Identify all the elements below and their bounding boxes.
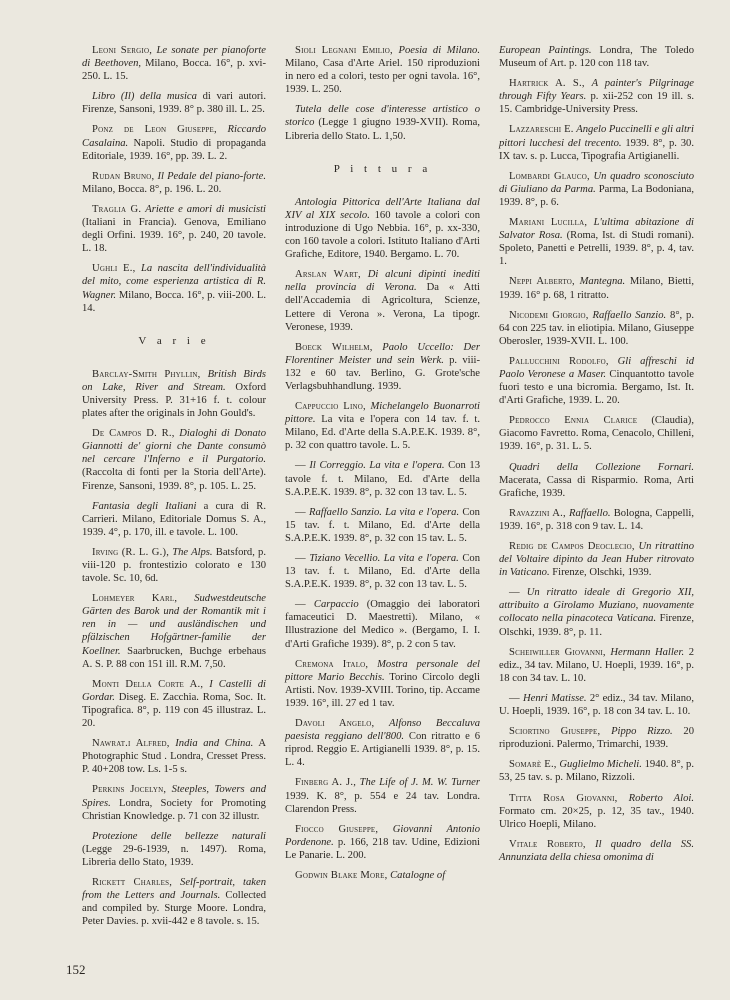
entry-title: Hermann Haller.: [610, 646, 685, 658]
column-left: [82, 44, 266, 935]
entry-details: (Italiani in Francia). Genova, Emiliano degli Orfini. 1939. 16°, p. 240, 20 tavole. L. 18.: [82, 217, 266, 255]
entry-author: —: [509, 587, 520, 599]
entry-title: Giovanni Antonio Pordenone.: [285, 823, 481, 848]
bibliography-entry: [499, 540, 694, 579]
entry-details: p. 166, 218 tav. Udine, Edizioni Le Panarie. L. 200.: [285, 836, 480, 861]
entry-title: Riccardo Casalaina.: [82, 124, 266, 149]
bibliography-entry: [285, 268, 480, 333]
entry-author: Finberg A. J.,: [295, 777, 357, 789]
entry-title: L'ultima abitazione di Salvator Rosa.: [499, 217, 694, 242]
entry-title: India and China.: [175, 738, 254, 750]
entry-author: Perkins Jocelyn,: [92, 784, 167, 796]
bibliography-entry: [285, 459, 480, 498]
entry-author: Traglia G.: [92, 203, 142, 215]
bibliography-entry: [499, 216, 694, 268]
entry-title: Angelo Puccinelli e gli altri pittori lucchesi del trecento.: [499, 124, 694, 149]
entry-title: Fantasia degli Italiani: [92, 500, 197, 512]
entry-author: Neppi Alberto,: [509, 276, 575, 288]
entry-details: Torino Circolo degli Artisti. Nov. 1939-XVIII. Torino, tip. Accame 1939. 16°, ill. 27 ed 1 tav.: [285, 671, 480, 709]
entry-title: European Paintings.: [499, 45, 592, 56]
entry-title: Il Correggio. La vita e l'opera.: [309, 460, 445, 472]
entry-author: —: [295, 460, 306, 472]
entry-author: Pedrocco Ennia Clarice: [509, 415, 638, 427]
bibliography-entry: [82, 44, 266, 83]
entry-details: (Legge 29-6-1939, n. 1497). Roma, Libreria dello Stato, 1939.: [82, 843, 266, 868]
entry-title: Paolo Uccello: Der Florentiner Meister und sein Werk.: [285, 341, 480, 366]
entry-author: Davoli Angelo,: [295, 718, 375, 730]
entry-title: Le sonate per pianoforte di Beethoven,: [82, 45, 266, 70]
entry-author: Lombardi Glauco,: [509, 170, 590, 182]
entry-author: Somarè E.,: [509, 759, 557, 771]
bibliography-entry: [499, 725, 694, 751]
entry-details: Formato cm. 20×25, p. 12, 35 tav., 1940. Ulrico Hoepli, Milano.: [499, 805, 694, 830]
entry-author: Barclay-Smith Phyllin,: [92, 368, 201, 380]
entry-author: Cremona Italo,: [295, 658, 369, 670]
entry-details: Da « Atti dell'Accademia di Agricoltura, Scienze, Lettere di Verona ». Verona, La tipogr. Veronese, 1939.: [285, 282, 481, 333]
entry-details: di vari autori. Firenze, Sansoni, 1939. 8° p. 380 ill. L. 25.: [82, 91, 266, 116]
entry-details: 2° ediz., 34 tav. Milano, U. Hoepli, 1939. 16°, p. 18 con 34 tav. L. 10.: [499, 692, 694, 718]
entry-details: 160 tavole a colori con introduzione di Ugo Nebbia. 16°, p. xx-330, con 160 tavole a colori. Istituto Italiano d'Arti Grafiche, Editore, 1940. Bergamo. L. 70.: [285, 209, 480, 261]
entry-title: Quadri della Collezione Fornari.: [509, 461, 694, 473]
entry-title: Un quadro sconosciuto di Giuliano da Parma.: [499, 170, 694, 195]
bibliography-entry: [82, 830, 266, 869]
bibliography-entry: [285, 598, 480, 650]
bibliography-entry: [499, 309, 694, 348]
entry-author: Lazzareschi E.: [509, 124, 574, 136]
entry-details: 1939. 8°, p. 30. IX tav. s. p. Lucca, Tipografia Artigianelli.: [499, 137, 694, 162]
entry-title: Dialoghi di Donato Giannotti de' giorni che Dante consumò nel cercare l'Inferno e il Purgatorio.: [82, 428, 266, 466]
entry-title: Raffaello Sanzio. La vita e l'opera.: [309, 506, 460, 518]
entry-details: (Claudia), Giacomo Favretto. Roma, Cenacolo, Chilleni, 1939. 16°, p. 31. L. 5.: [499, 415, 694, 453]
entry-author: De Campos D. R.,: [92, 428, 175, 440]
bibliography-entry: [285, 552, 480, 591]
entry-title: Carpaccio: [313, 599, 359, 611]
entry-author: Nawrat.i Alfred,: [92, 738, 170, 750]
entry-details: 2 ediz., 34 tav. Milano, U. Hoepli, 1939. 16°, p. 18 con 34 tav. L. 10.: [499, 646, 694, 684]
entry-details: Con 13 tav. f. t. Milano, Ed. d'Arte della S.A.P.E.K. 1939. 8°, p. 32 con 13 tav. L. 5.: [285, 553, 480, 591]
entry-author: Rickett Charles,: [92, 876, 173, 888]
entry-title: I Castelli di Gordar.: [82, 678, 266, 703]
entry-details: Diseg. E. Zacchia. Roma, Soc. It. Tipografica. 8°, p. 119 con 45 illustraz. L. 20.: [82, 691, 266, 730]
entry-author: Nicodemi Giorgio,: [509, 309, 589, 321]
entry-author: Hartrick A. S.,: [509, 78, 585, 90]
entry-title: Sudwestdeutsche Gärten des Barok und der Romantik mit i ren in — und ausländischen und pfälzischen Hofgärtner-familie der Koellner.: [82, 593, 266, 657]
entry-details: p. viii-132 e 60 tav. Berlino, G. Grote'sche Verlagsbuhhandlung. 1939.: [285, 354, 480, 392]
entry-title: A painter's Pilgrinage through Fifty Years.: [499, 78, 695, 103]
bibliography-entry: [285, 400, 480, 452]
entry-details: Batsford, p. viii-120 p. frontestizio colorato e 130 tavole. Sc. 10, 6d.: [82, 546, 266, 585]
bibliography-entry: [82, 783, 266, 822]
entry-title: Guglielmo Micheli.: [559, 759, 642, 771]
entry-title: Roberto Aloi.: [628, 792, 694, 804]
entry-details: 1939. K. 8°, p. 554 e 24 tav. Londra. Clarendon Press.: [285, 790, 480, 815]
entry-title: Mostra personale del pittore Mario Becchis.: [285, 658, 480, 683]
entry-author: Fiocco Giuseppe,: [295, 823, 379, 835]
entry-author: —: [295, 553, 306, 564]
entry-title: Di alcuni dipinti inediti nella provincia di Verona.: [285, 269, 480, 294]
entry-details: Milano, Bocca. 16°, p. xvi-250. L. 15.: [82, 58, 267, 83]
bibliography-entry: [499, 77, 694, 116]
entry-author: Irving (R. L. G.),: [92, 546, 170, 558]
entry-details: La vita e l'opera con 14 tav. f. t. Milano, Ed. d'Arte della S.A.P.E.K. 1939. 8°, p. 32 con quattro tavole. L. 5.: [285, 414, 480, 452]
bibliography-entry: [499, 692, 694, 718]
entry-details: Milano, Bocca. 16°, p. viii-200. L. 14.: [82, 289, 266, 314]
entry-title: Gli affreschi id Paolo Veronese a Maser.: [499, 355, 694, 380]
entry-title: Steeples, Towers and Spires.: [82, 784, 266, 809]
bibliography-entry: [285, 196, 480, 261]
bibliography-entry: [499, 792, 694, 831]
bibliography-entry: [82, 170, 266, 196]
entry-title: Il Pedale del piano-forte.: [157, 170, 266, 182]
entry-title: Pippo Rizzo.: [611, 726, 673, 738]
entry-author: Titta Rosa Giovanni,: [509, 792, 618, 804]
entry-title: The Life of J. M. W. Turner: [359, 777, 480, 789]
entry-author: Arslan Wart,: [295, 269, 361, 281]
entry-title: Poesia di Milano.: [398, 45, 480, 56]
entry-title: Un ritrattino del Voltaire dipinto da Jean Huber ritrovato in Vaticano.: [499, 541, 694, 579]
entry-author: —: [295, 506, 306, 518]
entry-title: Henri Matisse.: [523, 692, 587, 704]
entry-author: Sciortino Giuseppe,: [509, 726, 601, 738]
bibliography-entry: [82, 90, 266, 116]
entry-details: Saarbrucken, Buchge erbehaus A. S. P. 88 con 151 ill. R.M. 7,50.: [82, 645, 266, 670]
entry-author: Cappuccio Lino,: [295, 401, 366, 413]
entry-details: Milano, Bocca. 8°, p. 196. L. 20.: [82, 183, 222, 195]
entry-details: Cinquantotto tavole fuori testo e una bicromia. Bergamo, Ist. It. d'Arti Grafiche, 1939. L. 20.: [499, 368, 694, 407]
bibliography-entry: [82, 262, 266, 314]
entry-author: Pallucchini Rodolfo,: [509, 355, 609, 367]
entry-author: Scheiwiller Giovanni,: [509, 646, 606, 658]
bibliography-entry: [285, 658, 480, 710]
bibliography-entry: [285, 823, 480, 862]
entry-details: Con 13 tavole f. t. Milano, Ed. d'Arte della S.A.P.E.K. 1939. 8°, p. 32 con 13 tav. L. 5.: [285, 460, 480, 498]
entry-details: Firenze, Olschki, 1939.: [552, 567, 652, 579]
bibliography-entry: [499, 44, 694, 70]
entry-title: Protezione delle bellezze naturali: [92, 830, 266, 842]
entry-author: Mariani Lucilla,: [509, 217, 588, 229]
bibliography-entry: [82, 368, 266, 420]
entry-details: Parma, La Bodoniana, 1939. 8°, p. 6.: [499, 183, 695, 208]
entry-details: (Roma, Ist. di Studi romani). Spoleto, Panetti e Petrelli, 1939. 8°, p. 4, tav. 1.: [499, 230, 694, 268]
bibliography-entry: [82, 876, 266, 928]
bibliography-entry: [499, 414, 694, 453]
section-heading-varie: V a r i e: [138, 334, 210, 347]
bibliography-entry: [499, 838, 694, 864]
entry-title: La nascita dell'individualità del mito, come esperienza artistica di R. Wagner.: [82, 263, 266, 301]
entry-title: Catalogne of: [390, 869, 446, 881]
bibliography-entry: [285, 44, 480, 96]
bibliography-entry: [285, 103, 480, 142]
entry-details: 20 riproduzioni. Palermo, Trimarchi, 1939.: [499, 726, 694, 751]
bibliography-entry: [285, 341, 480, 393]
entry-author: Godwin Blake More,: [295, 869, 388, 881]
entry-details: a cura di R. Carrieri. Milano, Editoriale Domus S. A., 1939. 4°, p. 170, ill. e tavole. L. 100.: [82, 500, 267, 538]
entry-title: Self-portrait, taken from the Letters and Journals.: [82, 876, 266, 902]
entry-author: Boeck Wilhelm,: [295, 341, 373, 353]
bibliography-entry: [82, 546, 266, 585]
entry-title: Ariette e amori di musicisti: [145, 203, 266, 215]
entry-details: p. xii-252 con 19 ill. s. 15. Cambridge-University Press.: [499, 91, 694, 116]
bibliography-entry: [499, 646, 694, 685]
bibliography-entry: [499, 758, 694, 784]
entry-title: Il quadro della SS. Annunziata della chiesa omonima di: [499, 838, 694, 863]
bibliography-entry: [82, 427, 266, 492]
entry-details: Con ritratto e 6 riprod. Reggio E. Artigianelli 1939. 8°, p. 15. L. 4.: [285, 731, 480, 769]
entry-details: (Legge 1 giugno 1939-XVII). Roma, Libreria dello Stato. L. 1,50.: [285, 117, 480, 142]
entry-title: Libro (Il) della musica: [92, 91, 197, 103]
entry-details: (Omaggio dei laboratori famaceutici D. Maestretti). Milano, « Illustrazione del Medico ». (Bergamo, I. I. d'Arti Grafiche 1939). 8°, p. 2 con 5 tav.: [285, 599, 480, 650]
entry-details: Napoli. Studio di propaganda Editoriale, 1939. 16°, pp. 39. L. 2.: [82, 137, 266, 162]
bibliography-entry: [82, 123, 266, 162]
entry-author: Monti Della Corte A.,: [92, 678, 204, 690]
bibliography-entry: [499, 461, 694, 500]
entry-details: Oxford University Press. P. 31+16 f. t. colour plates after the originals in John Gould's.: [82, 381, 267, 420]
entry-details: Firenze, Olschki, 1939. 8°, p. 11.: [499, 613, 695, 638]
bibliography-entry: [285, 717, 480, 769]
entry-author: Sioli Legnani Emilio,: [295, 45, 393, 56]
entry-details: Con 15 tav. f. t. Milano, Ed. d'Arte della S.A.P.E.K. 1939. 8°, p. 32 con 15 tav. L. 5.: [285, 506, 480, 544]
entry-author: Redig de Campos Deoclecio,: [509, 541, 635, 552]
entry-title: Antologia Pittorica dell'Arte Italiana dal XIV al XIX secolo.: [285, 196, 480, 221]
entry-author: Lohmeyer Karl,: [92, 593, 178, 605]
entry-details: Collected and compiled by. Sturge Moore. Londra, Peter Davies. p. xvii-442 e 8 tavole. s. 15.: [82, 890, 266, 928]
entry-title: Un ritratto ideale di Gregorio XII, attribuito a Girolamo Muziano, nuovamente collocato nella pinacoteca Vaticana.: [499, 587, 694, 625]
entry-author: Rudan Bruno,: [92, 170, 155, 182]
bibliography-entry: [499, 586, 694, 638]
entry-title: Mantegna.: [579, 276, 626, 288]
entry-author: Ravazzini A.,: [509, 507, 566, 519]
entry-author: Ponz de Leon Giuseppe,: [92, 124, 217, 136]
entry-title: Tutela delle cose d'interesse artistico o storico: [285, 104, 480, 129]
entry-author: Ughli E.,: [92, 263, 136, 275]
entry-details: Bologna, Cappelli, 1939. 16°, p. 318 con 9 tav. L. 14.: [499, 507, 694, 532]
entry-author: Vitale Roberto,: [509, 838, 586, 850]
bibliography-entry: [285, 869, 480, 882]
bibliography-entry: [82, 592, 266, 671]
entry-details: A Photographic Stud . Londra, Cresset Press. P. 40+208 tow. Ls. 1-5 s.: [82, 738, 266, 776]
bibliography-entry: [82, 737, 266, 776]
entry-title: The Alps.: [172, 546, 213, 558]
bibliography-entry: [499, 170, 694, 209]
entry-details: Milano, Casa d'Arte Ariel. 150 riproduzioni in nero ed a colori, testo per ogni tavola. 16°, 1939. L. 250.: [285, 58, 480, 96]
entry-details: (Raccolta di fonti per la Storia dell'Arte). Firenze, Sansoni, 1939. 8°, p. 105. L. 25.: [82, 467, 266, 492]
entry-title: British Birds on Lake, River and Stream.: [82, 368, 266, 393]
bibliography-entry: [499, 123, 694, 162]
bibliography-entry: [82, 678, 266, 730]
column-right: [499, 44, 694, 871]
entry-details: Macerata, Cassa di Risparmio. Roma, Arti Grafiche, 1939.: [499, 474, 694, 499]
entry-details: 1940. 8°, p. 53, 25 tav. s. p. Milano, Rizzoli.: [499, 759, 694, 784]
bibliography-entry: [499, 275, 694, 301]
bibliography-entry: [285, 776, 480, 815]
entry-title: Tiziano Vecellio. La vita e l'opera.: [309, 553, 459, 564]
bibliography-entry: [499, 507, 694, 533]
entry-title: Raffaello Sanzio.: [592, 309, 667, 321]
entry-author: Leoni Sergio,: [92, 45, 153, 56]
entry-title: Raffaello.: [569, 507, 611, 519]
column-middle: [285, 44, 480, 889]
entry-details: Milano, Bietti, 1939. 16° p. 68, 1 ritratto.: [499, 276, 694, 301]
entry-details: Londra, Society for Promoting Christian Knowledge. p. 71 con 32 illustr.: [82, 797, 266, 822]
entry-details: 8°, p. 64 con 225 tav. in eliotipia. Milano, Giuseppe Oberosler, 1939-XVII. L. 100.: [499, 309, 695, 347]
entry-author: —: [295, 599, 306, 611]
page-number: 152: [66, 962, 86, 977]
section-heading-pittura: P i t t u r a: [333, 162, 432, 175]
entry-title: Michelangelo Buonarroti pittore.: [285, 401, 481, 426]
entry-details: Londra, The Toledo Museum of Art. p. 120 con 118 tav.: [499, 45, 694, 70]
entry-author: —: [509, 692, 520, 704]
bibliography-entry: [82, 203, 266, 255]
bibliography-entry: [285, 506, 480, 545]
bibliography-entry: [499, 355, 694, 407]
bibliography-entry: [82, 500, 266, 539]
entry-title: Alfonso Beccaluva paesista reggiano dell'800.: [285, 718, 481, 743]
